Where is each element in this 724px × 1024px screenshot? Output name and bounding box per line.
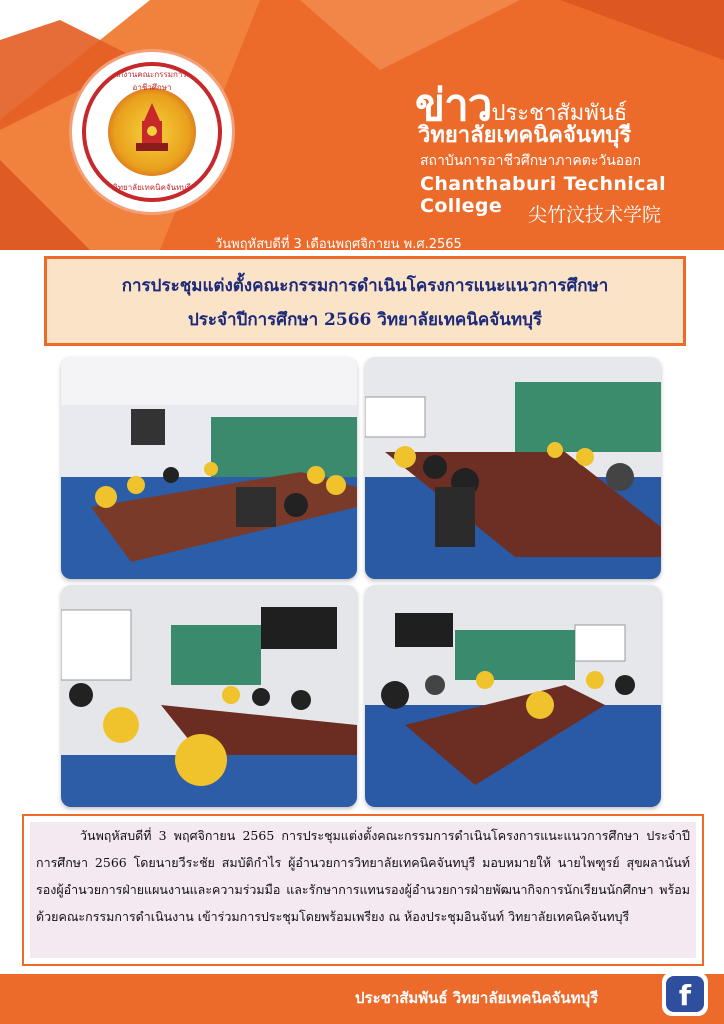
logo-bottom-text: วิทยาลัยเทคนิคจันทบุรี bbox=[113, 183, 191, 192]
meeting-photo-4 bbox=[365, 585, 661, 807]
college-name-cn: 尖竹汶技术学院 bbox=[528, 204, 662, 226]
headline-line-1: การประชุมแต่งตั้งคณะกรรมการดำเนินโครงการแนะแนวการศึกษา bbox=[121, 276, 609, 296]
college-name-th: วิทยาลัยเทคนิคจันทบุรี bbox=[418, 123, 632, 148]
article-body-text: วันพฤหัสบดีที่ 3 พฤศจิกายน 2565 การประชุมแต่งตั้งคณะกรรมการดำเนินโครงการแนะแนวการศึกษา ประจำปีการศึกษา 2566 โดยนายวีระชัย สมบัติกำไร ผู้อำนวยการวิทยาลัยเทคนิคจันทบุรี มอบหมายให้ นายไพฑูรย์ สุขผลานันท์ รองผู้อำนวยการฝ่ายแผนงานและความร่วมมือ และรักษาการแทนรองผู้อำนวยการฝ่ายพัฒนากิจการนักเรียนนักศึกษา พร้อมด้วยคณะกรรมการดำเนินงาน เข้าร่วมการประชุมโดยพร้อมเพรียง ณ ห้องประชุมอินจันท์ วิทยาลัยเทคนิคจันทบุรี bbox=[36, 828, 690, 924]
institute-name: สถาบันการอาชีวศึกษาภาคตะวันออก bbox=[420, 153, 642, 169]
facebook-icon[interactable] bbox=[662, 972, 708, 1016]
news-small-label: ประชาสัมพันธ์ bbox=[491, 101, 628, 126]
meeting-photo-3 bbox=[61, 585, 357, 807]
publish-date: วันพฤหัสบดีที่ 3 เดือนพฤศจิกายน พ.ศ.2565 bbox=[215, 237, 462, 250]
facebook-letter: f bbox=[666, 976, 704, 1012]
headline-box bbox=[44, 256, 686, 346]
footer-text: ประชาสัมพันธ์ วิทยาลัยเทคนิคจันทบุรี bbox=[355, 989, 599, 1007]
meeting-photo-1 bbox=[61, 357, 357, 579]
article-body-box bbox=[22, 814, 704, 966]
meeting-photo-2 bbox=[365, 357, 661, 579]
college-name-en: Chanthaburi Technical College bbox=[420, 173, 667, 217]
header-banner bbox=[0, 0, 724, 250]
headline-line-2: ประจำปีการศึกษา 2566 วิทยาลัยเทคนิคจันทบุรี bbox=[187, 310, 543, 330]
logo-top-text: สำนักงานคณะกรรมการการอาชีวศึกษา bbox=[103, 70, 201, 92]
college-emblem-icon bbox=[72, 52, 232, 212]
news-big-label: ข่าว bbox=[415, 80, 492, 131]
